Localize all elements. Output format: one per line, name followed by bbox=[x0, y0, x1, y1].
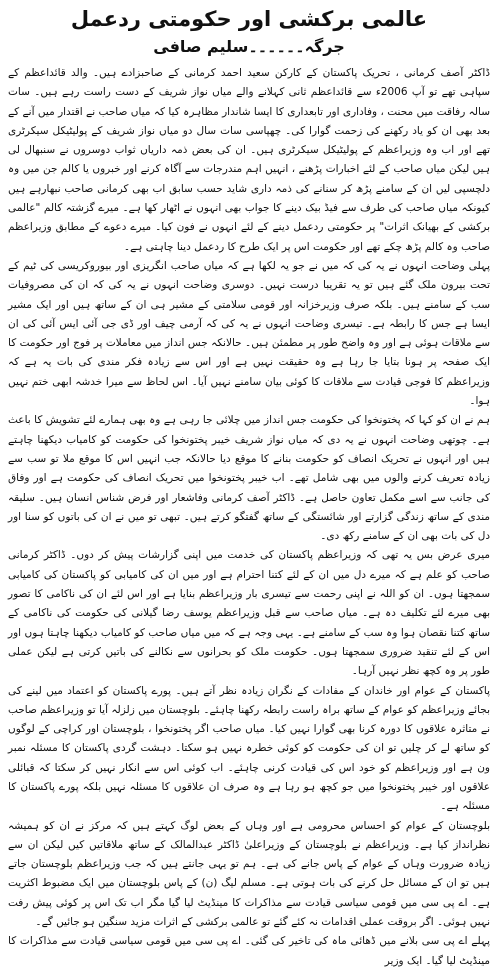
article-paragraph: پہلے اے پی سی بلانے میں ڈھائی ماہ کی تاخیر کی گئی۔ اے پی سی میں قومی سیاسی قیادت سے مذاکرات کا مینڈیٹ لیا گیا۔ ایک وزیر bbox=[8, 935, 490, 967]
article-paragraph: پہلی وضاحت انہوں نے یہ کی کہ میں نے جو یہ لکھا ہے کہ میاں صاحب انگریزی اور بیوروکریسی کی ٹیم کے تحت بیرون ملک گئے ہیں تو یہ تقریبا درست نہیں۔ دوسری وضاحت انہوں نے یہ کی کہ ان کی مصروفیات سب کے سامنے ہیں۔ بلکہ صرف وزیرخزانہ اور قومی سلامتی کے مشیر ہی ان کے ساتھ ہیں اور ایک مشیر ایسا ہے جس کا رابطہ ہے۔ تیسری وضاحت انہوں نے یہ کی کہ آرمی چیف اور ڈی جی آئی ایس آئی کی ان سے ملاقات ہوئی ہے اور وہ واضح طور پر مطمئن ہیں۔ حالانکہ جس انداز میں معاملات پر فوج اور حکومت کا ایک صفحہ پر ہونا بتایا جا رہا ہے وہ حقیقت نہیں ہے اور اس سے زیادہ فکر مندی کی بات یہ ہے کہ وزیراعظم کا فوجی قیادت سے ملاقات کا کوئی بیان سامنے نہیں آیا۔ اس لحاظ سے میرا خدشہ ابھی ختم نہیں ہوا۔ bbox=[8, 259, 490, 408]
article-paragraph: ہم نے ان کو کہا کہ پختونخوا کی حکومت جس انداز میں چلائی جا رہی ہے وہ بھی ہمارے لئے تشویش کا باعث ہے۔ چوتھی وضاحت انہوں نے یہ دی کہ میاں نواز شریف خیبر پختونخوا کی حکومت کو کامیاب دیکھنا چاہتے ہیں اور انہوں نے تحریک انصاف کو حکومت بنانے کا موقع دیا حالانکہ جب انہیں اس کا موقع ملا تو سب سے زیادہ تعریف کرنے والوں میں بھی شامل تھے۔ اب خیبر پختونخوا میں تحریک انصاف کی حکومت ہے اور وفاق کی جانب سے اسے مکمل تعاون حاصل ہے۔ ڈاکٹر آصف کرمانی وفاشعار اور فرض شناس انسان ہیں۔ سلیقہ مندی کے ساتھ زندگی گزارتے اور شائستگی کے ساتھ گفتگو کرتے ہیں۔ تبھی تو میں نے ان کی باتوں کو سنا اور دل کی بات بھی ان کے سامنے رکھ دی۔ bbox=[8, 414, 490, 543]
article-body bbox=[8, 64, 490, 971]
article-title: عالمی برکشی اور حکومتی ردعمل bbox=[70, 7, 428, 31]
article-paragraph: پاکستان کے عوام اور خاندان کے مفادات کے نگران زیادہ نظر آتے ہیں۔ پورے پاکستان کو اعتماد میں لینے کی بجائے وزیراعظم کو عوام کے ساتھ براہ راست رابطہ رکھنا چاہئے۔ بلوچستان میں زلزلہ آیا تو وزیراعظم صاحب نے متاثرہ علاقوں کا دورہ کرنا بھی گوارا نہیں کیا۔ میاں صاحب اگر پختونخوا ، بلوچستان اور کراچی کے لوگوں کو ساتھ لے کر چلیں تو ان کی حکومت کو کوئی خطرہ نہیں ہو سکتا۔ دہشت گردی پاکستان کا مسئلہ نمبر ون ہے اور وزیراعظم کو خود اس کی قیادت کرنی چاہئے۔ اب کوئی اس سے انکار نہیں کر سکتا کہ قبائلی علاقوں اور خیبر پختونخوا میں جو کچھ ہو رہا ہے وہ صرف ان علاقوں کا مسئلہ نہیں بلکہ پورے پاکستان کا مسئلہ ہے۔ bbox=[8, 684, 490, 813]
article-paragraph: بلوچستان کے عوام کو احساس محرومی ہے اور وہاں کے بعض لوگ کہتے ہیں کہ مرکز نے ان کو ہمیشہ نظرانداز کیا ہے۔ وزیراعظم نے بلوچستان کے وزیراعلیٰ ڈاکٹر عبدالمالک کے ساتھ ملاقاتیں کیں لیکن ان سے زیادہ ضرورت وہاں کے عوام کے پاس جانے کی ہے۔ ہم تو یہی جانتے ہیں کہ جب وزیراعظم بلوچستان جاتے ہیں تو ان کے مسائل حل کرنے کی بات ہوتی ہے۔ مسلم لیگ (ن) کے پاس بلوچستان میں ایک مضبوط اکثریت ہے۔ اے پی سی میں قومی سیاسی قیادت سے مذاکرات کا مینڈیٹ لیا گیا مگر اب تک اس پر کوئی پیش رفت نہیں ہوئی۔ اگر بروقت عملی اقدامات نہ کئے گئے تو عالمی برکشی کے اثرات مزید سنگین ہو جائیں گے۔ bbox=[8, 819, 490, 929]
article-byline: جرگہ۔۔۔۔۔۔سلیم صافی bbox=[153, 37, 345, 56]
article-paragraph: ڈاکٹر آصف کرمانی ، تحریک پاکستان کے کارکن سعید احمد کرمانی کے صاحبزادے ہیں۔ والد قائداعظم کے سپاہی تھے تو آپ 2006ء سے قائداعظم ثانی کہلانے والے میاں نواز شریف کے دست راست رہے ہیں۔ سات سالہ رفاقت میں محنت ، وفاداری اور تابعداری کا ایسا شاندار مظاہرہ کیا کہ میاں صاحب نے اقتدار میں آنے کے بعد بھی ان کو یاد رکھنے کی زحمت گوارا کی۔ چھپاسی سات سال دو میاں نواز شریف کے پولیٹیکل سیکرٹری تھے اور اب وہ وزیراعظم کے پولیٹیکل سیکرٹری ہیں۔ ان کی بعض ذمہ داریاں ثواب دوسروں نے سنبھال لی ہیں لیکن میاں صاحب کے لئے اخبارات پڑھنے ، انہیں اہم مندرجات سے آگاہ کرنے اور خبروں یا کالم جن میں وہ دلچسپی لیں ان کے سامنے پڑھ کر سنانے کی ذمہ داری شاید حسب سابق اب بھی کرمانی صاحب نبھارہے ہیں کیونکہ میاں صاحب کی طرف سے فیڈ بیک دینے کا جواب بھی انہوں نے اٹھار کھا ہے۔ میرے گزشتہ کالم "عالمی برکشی کے بھیانک اثرات" پر حکومتی ردعمل دینے کے لئے انہوں نے فون کیا۔ میرے دعوے کے مطابق وزیراعظم صاحب وہ کالم پڑھ چکے تھے اور حکومت اس پر ایک طرح کا ردعمل دینا چاہتی ہے۔ bbox=[8, 67, 490, 253]
article-paragraph: میری عرض بس یہ تھی کہ وزیراعظم پاکستان کی خدمت میں اپنی گزارشات پیش کر دوں۔ ڈاکٹر کرمانی صاحب کو علم ہے کہ میرے دل میں ان کے لئے کتنا احترام ہے اور میں ان کی کامیابی کو پاکستان کی کامیابی سمجھتا ہوں۔ ان کو اللہ نے اپنی رحمت سے تیسری بار وزیراعظم بنایا ہے اور اس لئے ان کی ناکامی کا تصور بھی میرے لئے تکلیف دہ ہے۔ میاں صاحب سے قبل وزیراعظم یوسف رضا گیلانی کی حکومت کی ناکامی کے ساتھ کتنا نقصان ہوا وہ سب کے سامنے ہے۔ یہی وجہ ہے کہ میں میاں صاحب کو کامیاب دیکھنا چاہتا ہوں اور اس کے لئے تنقید ضروری سمجھتا ہوں۔ حکومت ملک کو بحرانوں سے نکالنے کی باتیں کرتی ہے لیکن عملی طور پر وہ کچھ نظر نہیں آرہا۔ bbox=[8, 549, 490, 678]
